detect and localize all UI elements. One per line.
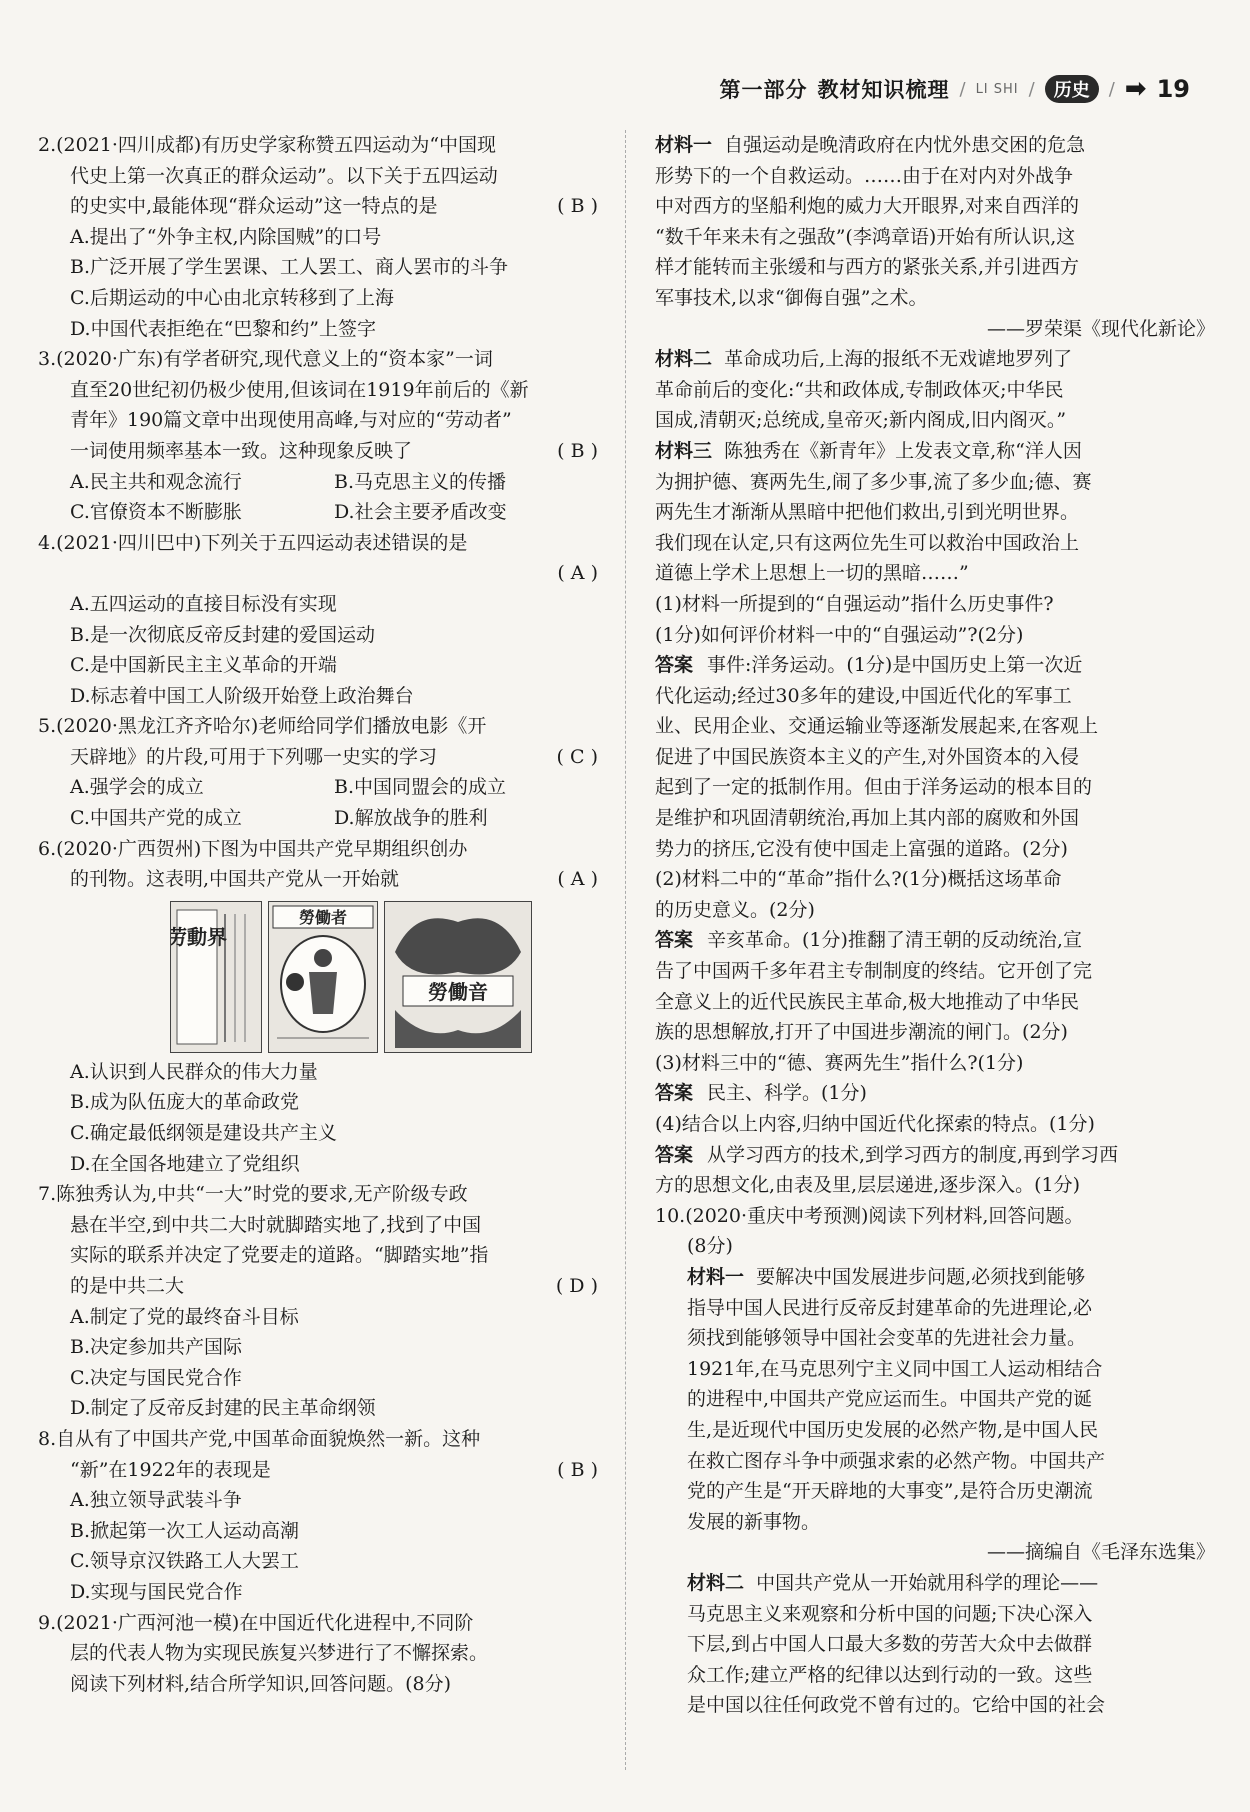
question-2 xyxy=(38,130,598,344)
subquestion-text: 的历史意义。(2分) xyxy=(655,898,815,921)
answer-text: 方的思想文化,由表及里,层层递进,逐步深入。(1分) xyxy=(655,1174,1081,1197)
subquestion-2 xyxy=(655,864,1215,1048)
material-text: 样才能转而主张缓和与西方的紧张关系,并引进西方 xyxy=(655,256,1080,279)
answer-mark: ( B ) xyxy=(557,439,598,462)
right-column xyxy=(655,130,1215,1721)
question-stem: 6.(2020·广西贺州)下图为中国共产党早期组织创办 xyxy=(38,837,468,860)
question-stem: 5.(2020·黑龙江齐齐哈尔)老师给同学们播放电影《开 xyxy=(38,715,487,738)
answer-text: 事件:洋务运动。(1分)是中国历史上第一次近 xyxy=(707,654,1083,677)
material-text: 国成,清朝灭;总统成,皇帝灭;新内阁成,旧内阁灭。” xyxy=(655,409,1067,432)
option: C.确定最低纲领是建设共产主义 xyxy=(70,1122,337,1145)
option: A.认识到人民群众的伟大力量 xyxy=(70,1060,318,1083)
option: A.提出了“外争主权,内除国贼”的口号 xyxy=(70,225,382,248)
material-text: 在救亡图存斗争中顽强求索的必然产物。中国共产 xyxy=(687,1449,1106,1472)
poster-graphic-icon xyxy=(269,902,377,1052)
material-text: 中对西方的坚船利炮的威力大开眼界,对来自西洋的 xyxy=(655,195,1080,218)
material-text: 为拥护德、赛两先生,闹了多少事,流了多少血;德、赛 xyxy=(655,470,1092,493)
column-divider xyxy=(625,130,626,1770)
question-stem: 青年》190篇文章中出现使用高峰,与对应的“劳动者” xyxy=(70,409,512,432)
material-label: 材料一 xyxy=(655,134,713,156)
subquestion-text: (3)材料三中的“德、赛两先生”指什么?(1分) xyxy=(655,1051,1024,1074)
subquestion-1 xyxy=(655,589,1215,864)
material-source: ——罗荣渠《现代化新论》 xyxy=(986,317,1215,340)
option: C.中国共产党的成立 xyxy=(70,807,242,830)
question-stem: 一词使用频率基本一致。这种现象反映了 xyxy=(70,439,413,462)
material-text: 军事技术,以求“御侮自强”之术。 xyxy=(655,286,928,309)
question-stem: 10.(2020·重庆中考预测)阅读下列材料,回答问题。 xyxy=(655,1204,1084,1227)
option: B.中国同盟会的成立 xyxy=(334,776,507,799)
material-text: 发展的新事物。 xyxy=(687,1510,821,1533)
periodical-laodongjie xyxy=(170,901,262,1053)
question-stem: 7.陈独秀认为,中共“一大”时党的要求,无产阶级专政 xyxy=(38,1183,468,1206)
question-stem: 直至20世纪初仍极少使用,但该词在1919年前后的《新 xyxy=(70,378,529,401)
option: A.强学会的成立 xyxy=(70,776,204,799)
answer-label: 答案 xyxy=(655,1082,694,1105)
material-text: 陈独秀在《新青年》上发表文章,称“洋人因 xyxy=(724,439,1082,462)
material-1 xyxy=(655,130,1215,344)
answer-text: 起到了一定的抵制作用。但由于洋务运动的根本目的 xyxy=(655,776,1093,799)
material-text: 道德上学术上思想上一切的黑暗……” xyxy=(655,562,969,585)
material-text: 革命成功后,上海的报纸不无戏谑地罗列了 xyxy=(724,348,1073,371)
answer-text: 全意义上的近代民族民主革命,极大地推动了中华民 xyxy=(655,990,1080,1013)
answer-mark: ( B ) xyxy=(557,1458,598,1481)
question-stem: 阅读下列材料,结合所学知识,回答问题。(8分) xyxy=(70,1672,451,1695)
question-7 xyxy=(38,1179,598,1424)
material-text: “数千年来未有之强敌”(李鸿章语)开始有所认识,这 xyxy=(655,225,1076,248)
option: C.是中国新民主主义革命的开端 xyxy=(70,654,337,677)
option: C.后期运动的中心由北京转移到了上海 xyxy=(70,286,394,309)
material-text: 自强运动是晚清政府在内忧外患交困的危急 xyxy=(724,134,1086,156)
question-stem: 的是中共二大 xyxy=(70,1275,185,1297)
answer-text: 族的思想解放,打开了中国进步潮流的闸门。(2分) xyxy=(655,1021,1068,1044)
subquestion-4 xyxy=(655,1109,1215,1201)
material-text: 指导中国人民进行反帝反封建革命的先进理论,必 xyxy=(687,1296,1093,1319)
option: D.实现与国民党合作 xyxy=(70,1580,243,1603)
option: A.制定了党的最终奋斗目标 xyxy=(70,1305,299,1328)
option: A.独立领导武装斗争 xyxy=(70,1489,242,1512)
question-6 xyxy=(38,834,598,1180)
header-subject-badge: 历史 xyxy=(1045,75,1099,103)
option: A.五四运动的直接目标没有实现 xyxy=(70,592,337,615)
option: D.解放战争的胜利 xyxy=(334,807,488,830)
material-text: 党的产生是“开天辟地的大事变”,是符合历史潮流 xyxy=(687,1480,1093,1503)
material-3 xyxy=(655,436,1215,589)
answer-text: 告了中国两千多年君主专制制度的终结。它开创了完 xyxy=(655,960,1093,983)
option: D.社会主要矛盾改变 xyxy=(334,501,507,524)
material-text: 1921年,在马克思列宁主义同中国工人运动相结合 xyxy=(687,1357,1103,1380)
header-section: 教材知识梳理 xyxy=(817,78,950,102)
subquestion-3 xyxy=(655,1048,1215,1109)
periodical-laodongzhe xyxy=(268,901,378,1053)
answer-text: 促进了中国民族资本主义的产生,对外国资本的入侵 xyxy=(655,745,1080,768)
question-stem: 悬在半空,到中共二大时就脚踏实地了,找到了中国 xyxy=(70,1213,482,1236)
material-label: 材料二 xyxy=(655,348,713,371)
option: C.决定与国民党合作 xyxy=(70,1366,242,1389)
answer-text: 从学习西方的技术,到学习西方的制度,再到学习西 xyxy=(707,1143,1119,1166)
question-stem: 代史上第一次真正的群众运动”。以下关于五四运动 xyxy=(70,164,498,187)
question-8 xyxy=(38,1424,598,1608)
question-5 xyxy=(38,711,598,833)
question-9 xyxy=(38,1608,598,1700)
answer-label: 答案 xyxy=(655,1143,694,1166)
answer-text: 民主、科学。(1分) xyxy=(707,1082,867,1105)
question-3 xyxy=(38,344,598,528)
material-text: 革命前后的变化:“共和政体成,专制政体灭;中华民 xyxy=(655,378,1064,401)
option: A.民主共和观念流行 xyxy=(70,470,242,493)
q10-material-2 xyxy=(655,1568,1215,1721)
material-text: 须找到能够领导中国社会变革的先进社会力量。 xyxy=(687,1327,1087,1350)
question-stem: 3.(2020·广东)有学者研究,现代意义上的“资本家”一词 xyxy=(38,348,493,371)
q10-material-1 xyxy=(655,1262,1215,1568)
question-stem: 的史实中,最能体现“群众运动”这一特点的是 xyxy=(70,195,438,218)
header-latin: LI SHI xyxy=(975,81,1019,97)
option: B.决定参加共产国际 xyxy=(70,1336,243,1359)
material-text: 是中国以往任何政党不曾有过的。它给中国的社会 xyxy=(687,1694,1106,1717)
material-label: 材料二 xyxy=(687,1571,745,1594)
answer-mark: ( B ) xyxy=(557,195,598,218)
question-stem: 2.(2021·四川成都)有历史学家称赞五四运动为“中国现 xyxy=(38,134,497,156)
material-label: 材料一 xyxy=(687,1265,745,1288)
option: C.领导京汉铁路工人大罢工 xyxy=(70,1550,299,1573)
material-label: 材料三 xyxy=(655,439,713,462)
option: B.马克思主义的传播 xyxy=(334,470,507,493)
option: B.是一次彻底反帝反封建的爱国运动 xyxy=(70,623,376,646)
poster-graphic-icon xyxy=(171,902,261,1052)
page-header: 第一部分 教材知识梳理 / LI SHI / 历史 / ➡ 19 xyxy=(719,74,1190,104)
material-text: 我们现在认定,只有这两位先生可以救治中国政治上 xyxy=(655,531,1080,554)
question-stem: 实际的联系并决定了党要走的道路。“脚踏实地”指 xyxy=(70,1244,489,1267)
option: D.中国代表拒绝在“巴黎和约”上签字 xyxy=(70,317,377,340)
poster-graphic-icon xyxy=(385,902,531,1052)
arrow-right-icon: ➡ xyxy=(1124,74,1147,104)
option: D.标志着中国工人阶级开始登上政治舞台 xyxy=(70,684,414,707)
subquestion-text: (1)材料一所提到的“自强运动”指什么历史事件? xyxy=(655,592,1054,615)
question-stem: 的刊物。这表明,中国共产党从一开始就 xyxy=(70,868,400,891)
material-text: 下层,到占中国人口最大多数的劳苦大众中去做群 xyxy=(687,1633,1093,1656)
material-text: 形势下的一个自救运动。……由于在对内对外战争 xyxy=(655,164,1074,187)
material-text: 生,是近现代中国历史发展的必然产物,是中国人民 xyxy=(687,1418,1099,1441)
material-text: 马克思主义来观察和分析中国的问题;下决心深入 xyxy=(687,1602,1093,1625)
question-stem: 9.(2021·广西河池一模)在中国近代化进程中,不同阶 xyxy=(38,1611,474,1634)
periodical-images xyxy=(170,901,530,1051)
subquestion-text: (2)材料二中的“革命”指什么?(1分)概括这场革命 xyxy=(655,868,1062,891)
material-2 xyxy=(655,344,1215,436)
answer-text: 辛亥革命。(1分)推翻了清王朝的反动统治,宣 xyxy=(707,929,1082,952)
question-stem: “新”在1922年的表现是 xyxy=(70,1458,271,1481)
question-10 xyxy=(655,1201,1215,1721)
material-source: ——摘编自《毛泽东选集》 xyxy=(986,1541,1215,1564)
answer-text: 业、民用企业、交通运输业等逐渐发展起来,在客观上 xyxy=(655,715,1099,738)
option: B.广泛开展了学生罢课、工人罢工、商人罢市的斗争 xyxy=(70,256,509,279)
left-column xyxy=(38,130,598,1699)
answer-text: 势力的挤压,它没有使中国走上富强的道路。(2分) xyxy=(655,837,1068,860)
answer-text: 代化运动;经过30多年的建设,中国近代化的军事工 xyxy=(655,684,1072,707)
svg-text:勞働者: 勞働者 xyxy=(298,907,348,927)
material-text: 的进程中,中国共产党应运而生。中国共产党的诞 xyxy=(687,1388,1093,1411)
answer-mark: ( A ) xyxy=(557,868,598,891)
subquestion-text: (1分)如何评价材料一中的“自强运动”?(2分) xyxy=(655,623,1024,646)
svg-text:勞働音: 勞働音 xyxy=(428,979,488,1004)
question-stem: 层的代表人物为实现民族复兴梦进行了不懈探索。 xyxy=(70,1642,489,1665)
option: D.制定了反帝反封建的民主革命纲领 xyxy=(70,1397,376,1420)
option: D.在全国各地建立了党组织 xyxy=(70,1152,300,1175)
subquestion-text: (4)结合以上内容,归纳中国近代化探索的特点。(1分) xyxy=(655,1113,1095,1135)
page-number: 19 xyxy=(1156,75,1190,103)
question-stem: 天辟地》的片段,可用于下列哪一史实的学习 xyxy=(70,745,438,768)
material-text: 众工作;建立严格的纪律以达到行动的一致。这些 xyxy=(687,1663,1093,1686)
answer-mark: ( C ) xyxy=(556,745,598,768)
answer-text: 是维护和巩固清朝统治,再加上其内部的腐败和外国 xyxy=(655,807,1080,830)
question-4 xyxy=(38,528,598,712)
answer-mark: ( D ) xyxy=(555,1275,598,1297)
option: B.掀起第一次工人运动高潮 xyxy=(70,1519,300,1542)
question-stem: 4.(2021·四川巴中)下列关于五四运动表述错误的是 xyxy=(38,531,468,554)
svg-text:劳動界: 劳動界 xyxy=(171,924,227,949)
option: B.成为队伍庞大的革命政党 xyxy=(70,1091,300,1114)
answer-label: 答案 xyxy=(655,929,694,952)
material-text: 两先生才渐渐从黑暗中把他们救出,引到光明世界。 xyxy=(655,501,1080,524)
option: C.官僚资本不断膨胀 xyxy=(70,501,242,524)
question-stem: 8.自从有了中国共产党,中国革命面貌焕然一新。这种 xyxy=(38,1427,481,1450)
material-text: 中国共产党从一开始就用科学的理论—— xyxy=(756,1571,1099,1594)
material-text: 要解决中国发展进步问题,必须找到能够 xyxy=(756,1265,1086,1288)
periodical-laodongyin xyxy=(384,901,532,1053)
answer-label: 答案 xyxy=(655,654,694,677)
answer-mark: ( A ) xyxy=(557,562,598,585)
header-part: 第一部分 xyxy=(719,78,808,102)
question-stem: (8分) xyxy=(687,1235,733,1258)
